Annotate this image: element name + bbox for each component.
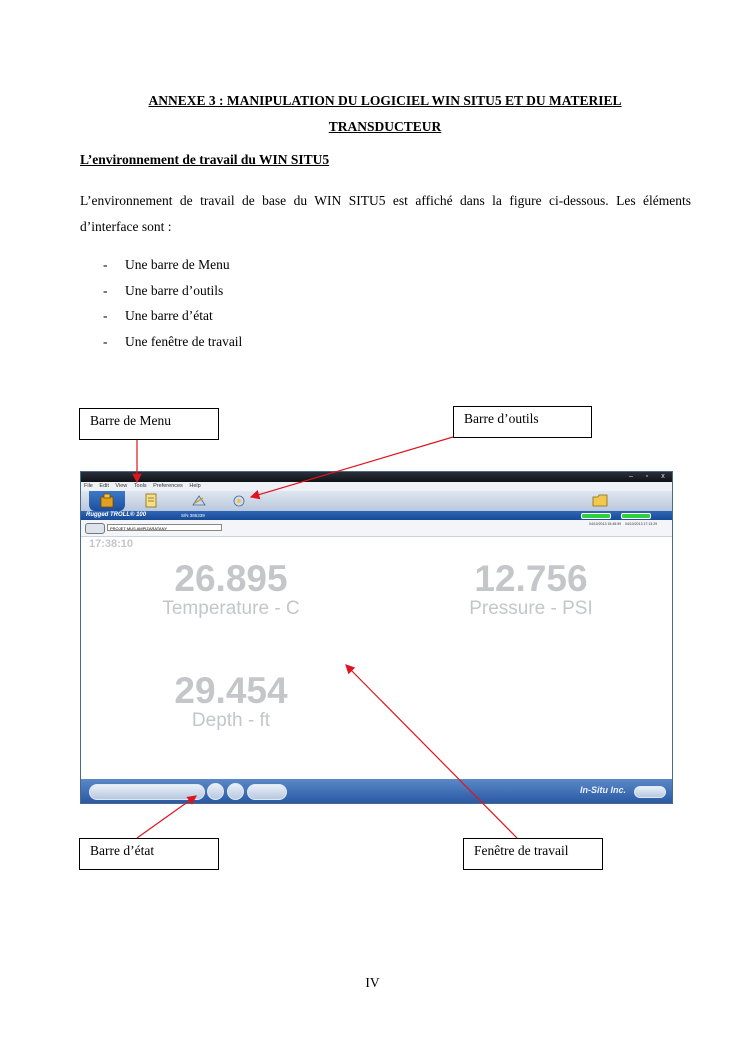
reading-label: Pressure - PSI xyxy=(469,598,593,619)
record-icon[interactable] xyxy=(227,783,244,800)
menu-file[interactable]: File xyxy=(84,483,93,489)
site-row xyxy=(81,520,672,537)
brand-logo: In-Situ Inc. xyxy=(580,785,626,795)
window-titlebar xyxy=(81,472,672,482)
intro-paragraph: L’environnement de travail de base du WIN SITU5 est affiché dans la figure ci-dessous. Les éléments d’interface sont : xyxy=(80,193,691,234)
list-item: - Une barre de Menu xyxy=(80,255,242,281)
menu-help[interactable]: Help xyxy=(189,483,201,489)
toolbar xyxy=(81,491,672,511)
gear-icon[interactable] xyxy=(207,783,224,800)
memory-icon xyxy=(621,513,651,519)
bullet-dash: - xyxy=(103,308,108,323)
end-date: 04/10/2013 17:13:29 xyxy=(625,522,658,526)
logging-icon[interactable] xyxy=(143,493,159,508)
reading-value: 12.756 xyxy=(474,558,588,599)
annex-title xyxy=(80,88,690,140)
title-line-1: ANNEXE 3 : MANIPULATION DU LOGICIEL WIN SITU5 ET DU MATERIEL xyxy=(148,93,622,108)
section-heading: L’environnement de travail du WIN SITU5 xyxy=(80,152,330,167)
interface-elements-list xyxy=(80,255,242,357)
reading-temperature xyxy=(141,560,321,620)
instrument-icon xyxy=(99,493,115,508)
reading-depth xyxy=(141,672,321,732)
site-select[interactable]: PROJET MUS AMPIZARATANY xyxy=(107,524,222,531)
close-icon[interactable]: x xyxy=(661,473,665,480)
list-item: - Une barre d’outils xyxy=(80,281,242,307)
play-button[interactable] xyxy=(247,784,287,800)
list-item: - Une barre d’état xyxy=(80,306,242,332)
reading-value: 26.895 xyxy=(174,558,288,599)
callout-menu-bar: Barre de Menu xyxy=(79,408,219,440)
view-mode-buttons[interactable] xyxy=(89,784,205,800)
instrument-name: Rugged TROLL® 100 xyxy=(86,512,147,518)
start-date: 04/10/2013 15:45:59 xyxy=(589,522,622,526)
site-button[interactable] xyxy=(85,523,105,534)
bullet-dash: - xyxy=(103,282,108,298)
battery-icon xyxy=(581,513,611,519)
bullet-dash: - xyxy=(103,257,108,272)
instrument-bar xyxy=(81,511,672,520)
toolbar-tab-home[interactable] xyxy=(89,491,125,511)
page-number: IV xyxy=(365,975,380,990)
callout-work-window: Fenêtre de travail xyxy=(463,838,603,870)
bullet-dash: - xyxy=(103,333,108,349)
reading-value: 29.454 xyxy=(174,670,288,711)
menu-bar xyxy=(81,482,672,491)
reading-pressure xyxy=(441,560,621,620)
list-item: - Une fenêtre de travail xyxy=(80,332,242,358)
menu-tools[interactable]: Tools xyxy=(133,483,147,489)
title-line-2: TRANSDUCTEUR xyxy=(328,119,442,134)
menu-view[interactable]: View xyxy=(115,483,128,489)
reading-label: Depth - ft xyxy=(191,710,271,731)
maximize-icon[interactable]: ▫ xyxy=(645,473,649,480)
callout-status-bar: Barre d’état xyxy=(79,838,219,870)
serial-number: S/N 385339 xyxy=(181,513,205,518)
status-bar xyxy=(81,779,672,803)
clock-readout: 17:38:10 xyxy=(89,538,134,550)
reading-label: Temperature - C xyxy=(162,598,300,619)
menu-edit[interactable]: Edit xyxy=(99,483,109,489)
settings-icon[interactable] xyxy=(231,493,247,508)
data-icon[interactable] xyxy=(191,493,207,508)
win-situ5-screenshot xyxy=(80,471,673,804)
menu-preferences[interactable]: Preferences xyxy=(153,483,183,489)
callout-toolbar: Barre d’outils xyxy=(453,406,592,438)
minimize-icon[interactable]: – xyxy=(629,473,633,480)
folder-icon[interactable] xyxy=(592,493,608,508)
connect-button[interactable] xyxy=(634,786,666,798)
